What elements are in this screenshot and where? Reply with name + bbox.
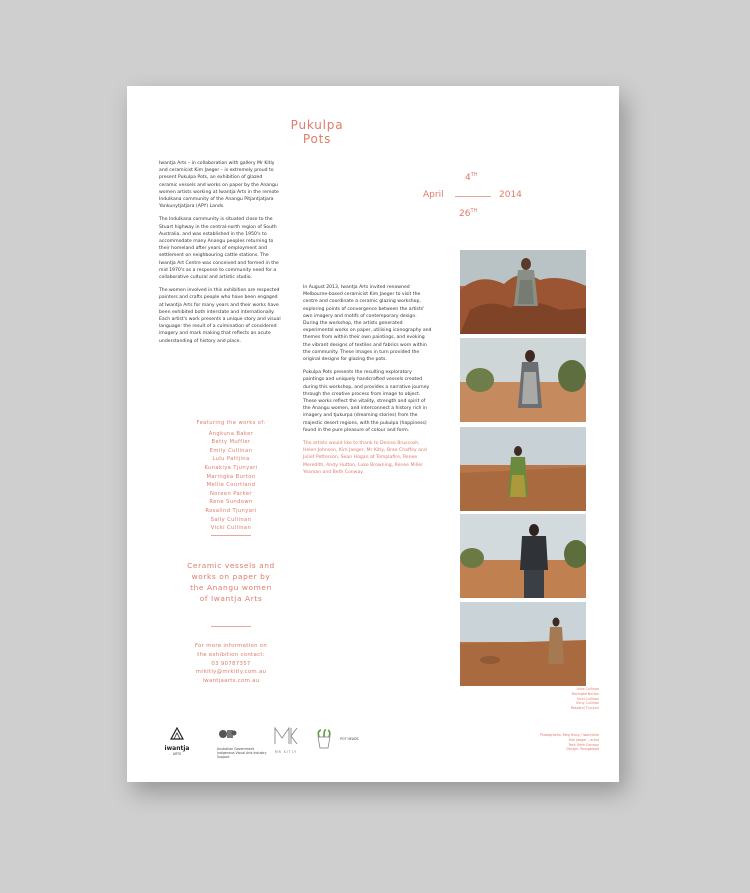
tagline-line: Ceramic vessels and bbox=[187, 561, 275, 570]
workshop-column bbox=[303, 284, 433, 482]
artist-name: Rene Sundown bbox=[209, 499, 253, 506]
artist-name: Rosalind Tjunyari bbox=[205, 507, 257, 514]
artist-name: Noreen Parker bbox=[210, 490, 252, 497]
credit-line: Design: Youngblood bbox=[566, 747, 599, 752]
artists-list bbox=[177, 419, 285, 533]
credit-line: Text: Beth Conway bbox=[568, 742, 599, 747]
photo-caption: Kimy Cullinan bbox=[576, 701, 599, 706]
tagline bbox=[171, 560, 291, 604]
intro-column bbox=[159, 160, 281, 351]
start-day bbox=[465, 172, 478, 183]
end-day bbox=[459, 208, 477, 219]
artist-name: Emily Cullinan bbox=[209, 447, 253, 454]
intro-paragraph: The women involved in this exhibition are respected painters and crafts people who have been engaged at Iwantja Arts for many years and their works have been exhibited both interstate and internationally. Each artist's work presents a unique story and visual language: the result of a culmination of considered imagery and mark making that reflects an acute understanding of history and place. bbox=[159, 288, 281, 344]
mrkitly-mark-icon bbox=[273, 726, 299, 746]
workshop-paragraph: In August 2013, Iwantja Arts invited renowned Melbourne-based ceramicist Kim Jaeger to visit the centre and coordinate a ceramic glazing workshop, exploring points of convergence between the artists' own imagery and motifs of contemporary design. During the workshop, the artists generated experimental works on paper, utilising iconography and themes from within their own paintings, and evoking the vibrant designs of textiles and fabrics worn within the community. These images in turn provided the original designs for glazing the pots. bbox=[303, 285, 432, 363]
title-line-1: Pukulpa bbox=[290, 118, 344, 132]
credit-line: Kim Jaeger – artist bbox=[568, 737, 599, 742]
gov-name: Australian Government bbox=[217, 747, 255, 751]
artist-name: Kunakiya Tjunyari bbox=[204, 464, 258, 471]
iwantja-mark-icon bbox=[169, 727, 185, 741]
potheads-logo bbox=[315, 728, 375, 749]
artist-name: Maringka Burton bbox=[206, 473, 256, 480]
pot-plant-icon bbox=[315, 729, 333, 749]
gov-program: Indigenous Visual Arts Industry Support bbox=[217, 751, 267, 759]
contact-info bbox=[177, 642, 285, 686]
photo-caption: Vicki Cullinan bbox=[576, 696, 599, 701]
potheads-wordmark: POT HEADS bbox=[340, 736, 359, 741]
month: April bbox=[423, 190, 444, 200]
artist-name: Lulu Pattjina bbox=[212, 456, 250, 463]
credit-line: Photographs: Meg Hung / iwantjarts bbox=[539, 733, 599, 737]
end-day-number: 26 bbox=[459, 209, 471, 219]
artist-name: Betty Muffler bbox=[211, 439, 251, 446]
contact-line: the exhibition contact: bbox=[197, 651, 265, 658]
artist-photo-3 bbox=[460, 427, 586, 511]
contact-email[interactable]: mrkitly@mrkitly.com.au bbox=[195, 669, 267, 676]
contact-phone[interactable]: 03 90787357 bbox=[211, 660, 251, 667]
photo-caption: Maringka Burton bbox=[571, 691, 599, 696]
mrkitly-wordmark: MR KITLY bbox=[274, 750, 298, 754]
contact-line: For more information on bbox=[194, 643, 268, 649]
artist-photo-2 bbox=[460, 338, 586, 422]
contact-website[interactable]: iwantjaarts.com.au bbox=[202, 678, 260, 685]
divider-rule bbox=[211, 626, 251, 627]
year: 2014 bbox=[499, 190, 522, 200]
tagline-line: the Anangu women bbox=[190, 583, 272, 592]
artist-name: Sally Cullinan bbox=[210, 516, 252, 523]
artist-name: Mellie Courtland bbox=[206, 482, 256, 489]
intro-paragraph: The Indulkana community is situated close to the Stuart highway in the central-north region of South Australia, and was established in the 1950's to accommodate many Anangu peoples returning to their homeland after years of employment and settlement on neighbouring cattle stations. The Iwantja Art Centre was conceived and formed in the mid 1970's as a response to community need for a collaborative cultural and artistic studio. bbox=[159, 217, 279, 281]
iwantja-logo bbox=[163, 726, 191, 756]
workshop-paragraph: Pukulpa Pots presents the resulting exploratory paintings and uniquely handcrafted vessels created during this workshop, and provides a narrative journey through the creative process from image to object. These works reflect the vitality, strength and spirit of the Anangu women, and interconnect a history rich in imagery and tjukurpa (dreaming stories) from the majestic desert regions, with the pukulpa (happiness) found in the pure pleasure of colour and form. bbox=[303, 370, 430, 433]
divider-rule bbox=[211, 535, 251, 536]
photo-caption: Alice Cullinan bbox=[576, 687, 599, 691]
start-day-number: 4 bbox=[465, 173, 471, 183]
mrkitly-logo bbox=[269, 726, 303, 754]
photo-caption: Rosalind Tjunyari bbox=[570, 706, 599, 711]
iwantja-sub: ARTS bbox=[172, 752, 182, 756]
photo-captions bbox=[523, 687, 599, 711]
artist-photo-4 bbox=[460, 514, 586, 598]
end-day-suffix: TH bbox=[470, 208, 478, 214]
date-divider bbox=[455, 196, 491, 197]
artists-heading: Featuring the works of: bbox=[196, 420, 266, 426]
intro-paragraph: Iwantja Arts – in collaboration with gallery Mr Kitly and ceramicist Kim Jaeger – is extremely proud to present Pukulpa Pots, an exhibition of glazed ceramic vessels and works on paper by the Anangu women artists working at Iwantja Arts in the remote Indulkana community of the Anangu Pitjantjatjara Yankunytjatjara (APY) Lands. bbox=[159, 161, 279, 210]
iwantja-wordmark: iwantja bbox=[164, 745, 190, 752]
artist-name: Vicki Cullinan bbox=[210, 525, 252, 532]
artist-photo-5 bbox=[460, 602, 586, 686]
coat-of-arms-icon bbox=[217, 727, 237, 741]
artist-photo-1 bbox=[460, 250, 586, 334]
title-line-2: Pots bbox=[302, 132, 332, 146]
tagline-line: of Iwantja Arts bbox=[199, 594, 263, 603]
exhibition-dates bbox=[419, 170, 539, 230]
poster-title bbox=[277, 118, 357, 146]
artist-name: Angkuna Baker bbox=[208, 430, 254, 437]
gov-logo bbox=[217, 726, 277, 759]
thanks-paragraph: The artists would like to thank to Denise Bruscosh, Helen Johnson, Kim Jaeger, Mr Kitly, Brae Chaffey and Juliet Petterson, Sean Hogan at Templafire, Renee Meredith, Andy Hutton, Luke Browning, Renee Miller Yeaman and Beth Conway. bbox=[303, 441, 427, 475]
start-day-suffix: TH bbox=[470, 172, 478, 178]
sponsor-logos bbox=[127, 726, 619, 766]
exhibition-poster bbox=[127, 86, 619, 782]
tagline-line: works on paper by bbox=[191, 572, 271, 581]
